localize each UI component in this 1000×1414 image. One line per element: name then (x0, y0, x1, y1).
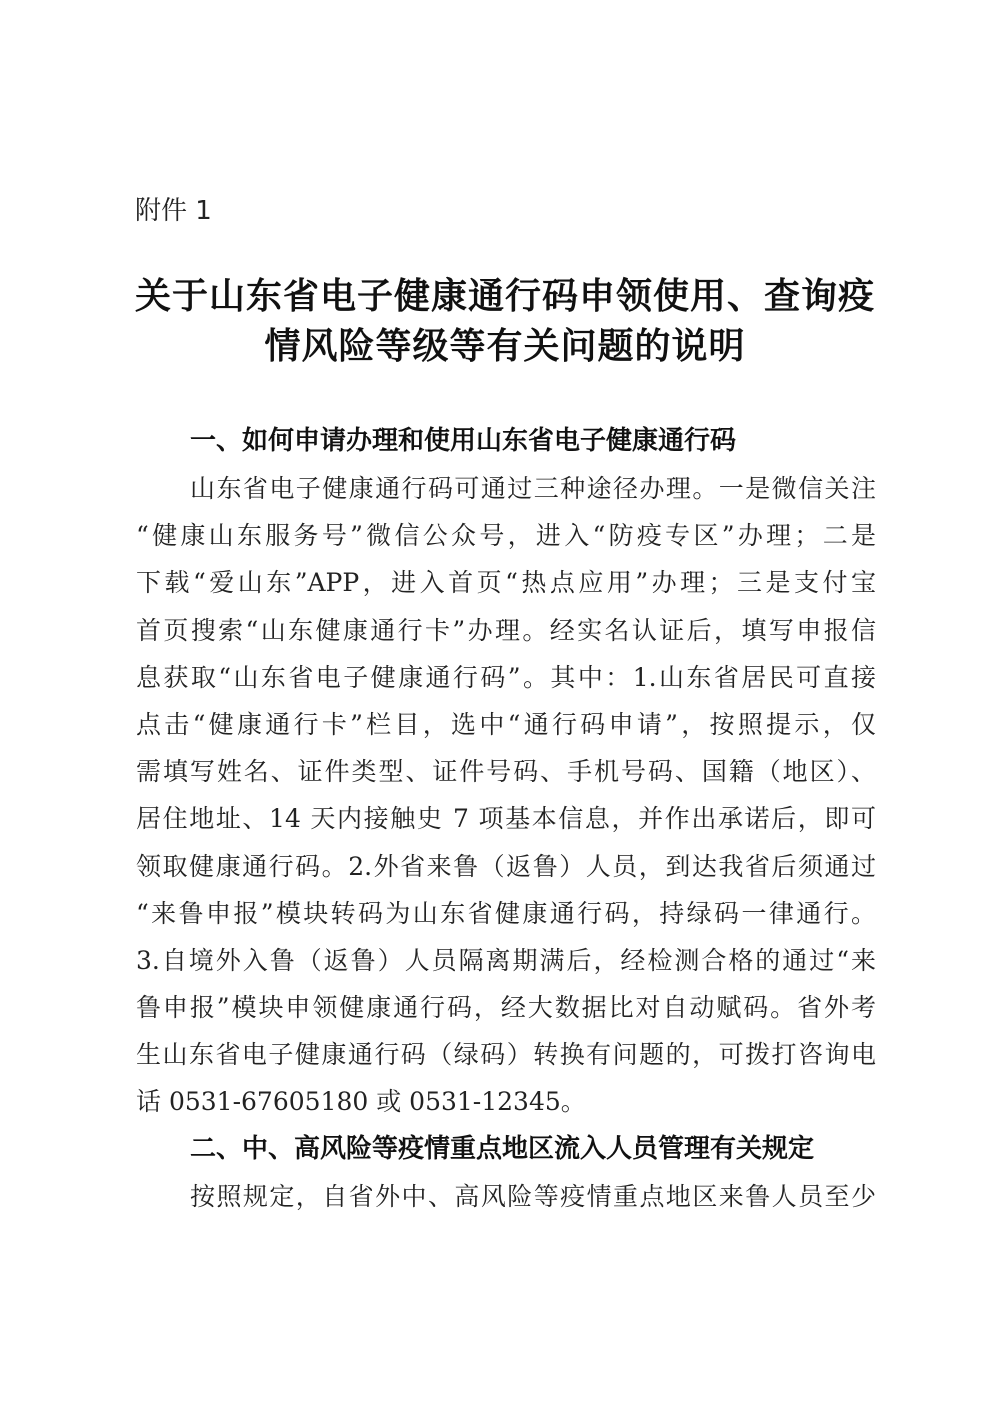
paragraph-line: 鲁申报”模块申领健康通行码，经大数据比对自动赋码。省外考 (136, 993, 876, 1023)
title-line: 情风险等级等有关问题的说明 (264, 326, 746, 367)
document-title (120, 272, 890, 372)
paragraph-line: 居住地址、14 天内接触史 7 项基本信息，并作出承诺后，即可 (136, 804, 876, 834)
paragraph-line: “来鲁申报”模块转码为山东省健康通行码，持绿码一律通行。 (136, 898, 876, 928)
paragraph-line: 山东省电子健康通行码可通过三种途径办理。一是微信关注 (190, 474, 876, 503)
paragraph-line: 生山东省电子健康通行码（绿码）转换有问题的，可拨打咨询电 (136, 1040, 876, 1070)
paragraph-line: 话 0531-67605180 或 0531-12345。 (136, 1087, 586, 1117)
document-body (136, 418, 876, 1220)
paragraph-line: 3.自境外入鲁（返鲁）人员隔离期满后，经检测合格的通过“来 (136, 945, 876, 975)
paragraph-line: 按照规定，自省外中、高风险等疫情重点地区来鲁人员至少 (190, 1181, 876, 1211)
paragraph-line: 点击“健康通行卡”栏目，选中“通行码申请”，按照提示，仅 (136, 709, 876, 739)
paragraph-line: 下载“爱山东”APP，进入首页“热点应用”办理；三是支付宝 (136, 568, 876, 598)
paragraph-line: 领取健康通行码。2.外省来鲁（返鲁）人员，到达我省后须通过 (136, 851, 876, 881)
attachment-label: 附件 1 (135, 196, 212, 226)
paragraph-line: “健康山东服务号”微信公众号，进入“防疫专区”办理；二是 (136, 521, 876, 551)
section-1-paragraph (136, 465, 876, 1126)
paragraph-line: 息获取“山东省电子健康通行码”。其中：1.山东省居民可直接 (136, 662, 876, 692)
paragraph-line: 需填写姓名、证件类型、证件号码、手机号码、国籍（地区）、 (136, 757, 876, 787)
section-heading-1: 一、如何申请办理和使用山东省电子健康通行码 (190, 426, 737, 456)
section-2-paragraph (136, 1173, 876, 1220)
section-heading-2: 二、中、高风险等疫情重点地区流入人员管理有关规定 (190, 1133, 815, 1164)
paragraph-line: 首页搜索“山东健康通行卡”办理。经实名认证后，填写申报信 (136, 615, 876, 645)
title-line: 关于山东省电子健康通行码申领使用、查询疫 (134, 276, 875, 317)
